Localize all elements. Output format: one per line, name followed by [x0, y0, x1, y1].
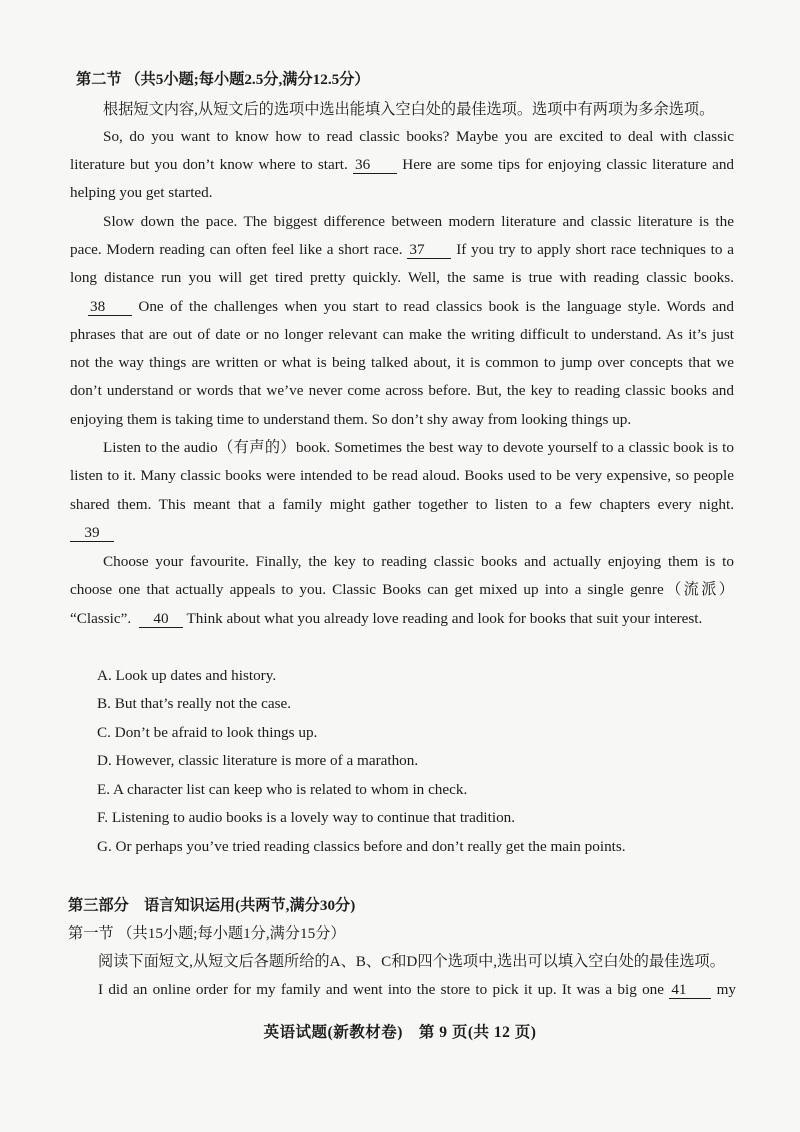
passage-line: helping you get started. [70, 184, 213, 201]
passage-line: shared them. This meant that a family might gather together to listen to a few chapters every night. [70, 496, 734, 513]
passage-line [70, 523, 734, 543]
passage-text: “Classic”. [70, 610, 132, 627]
passage-line [88, 297, 734, 317]
option-a: A. Look up dates and history. [97, 667, 277, 684]
answer-blank-37[interactable]: 37 [407, 241, 451, 259]
passage-text: pace. Modern reading can often feel like a short race. [70, 241, 403, 258]
answer-blank-40[interactable]: 40 [139, 610, 183, 628]
passage-text: my [716, 981, 737, 998]
section-instruction: 根据短文内容,从短文后的选项中选出能填入空白处的最佳选项。选项中有两项为多余选项。 [103, 101, 715, 118]
answer-blank-36[interactable]: 36 [353, 156, 397, 174]
option-c: C. Don’t be afraid to look things up. [97, 724, 318, 741]
section-heading: 第二节 （共5小题;每小题2.5分,满分12.5分） [76, 71, 370, 88]
page-footer: 英语试题(新教材卷) 第 9 页(共 12 页) [263, 1024, 537, 1041]
option-d: D. However, classic literature is more of a marathon. [97, 752, 419, 769]
passage-line: enjoying them is taking time to understand them. So don’t shy away from looking things up. [70, 411, 632, 428]
passage-line: Choose your favourite. Finally, the key to reading classic books and actually enjoying them is to [103, 553, 734, 570]
passage-line: Listen to the audio（有声的）book. Sometimes the best way to devote yourself to a classic book is to [103, 439, 734, 456]
passage-text: Here are some tips for enjoying classic literature and [402, 156, 735, 173]
answer-blank-41[interactable]: 41 [669, 981, 711, 999]
passage-text: One of the challenges when you start to read classics book is the language style. Words and [138, 298, 734, 315]
passage-line [70, 240, 734, 260]
part3-heading: 第三部分 语言知识运用(共两节,满分30分) [68, 897, 356, 914]
option-f: F. Listening to audio books is a lovely way to continue that tradition. [97, 809, 516, 826]
passage-text: Think about what you already love reading and look for books that suit your interest. [186, 610, 703, 627]
passage-line: So, do you want to know how to read classic books? Maybe you are excited to deal with classic [103, 128, 734, 145]
part3-section-heading: 第一节 （共15小题;每小题1分,满分15分） [68, 925, 346, 942]
passage-text: I did an online order for my family and went into the store to pick it up. It was a big one [98, 981, 665, 998]
passage-line [70, 155, 734, 175]
passage-line [70, 609, 734, 629]
passage-line: not the way things are written or what is being talked about, it is common to jump over concepts that we [70, 354, 734, 371]
option-g: G. Or perhaps you’ve tried reading classics before and don’t really get the main points. [97, 838, 626, 855]
option-b: B. But that’s really not the case. [97, 695, 292, 712]
answer-blank-38[interactable]: 38 [88, 298, 132, 316]
answer-blank-39[interactable]: 39 [70, 524, 114, 542]
passage-line: don’t understand or words that we’ve never come across before. But, the key to reading classic books and [70, 382, 734, 399]
passage-line: listen to it. Many classic books were intended to be read aloud. Books used to be very expensive, so people [70, 467, 734, 484]
passage-line: Slow down the pace. The biggest difference between modern literature and classic literature is the [103, 213, 734, 230]
part3-instruction: 阅读下面短文,从短文后各题所给的A、B、C和D四个选项中,选出可以填入空白处的最佳选项。 [98, 953, 725, 970]
passage-line: choose one that actually appeals to you. Classic Books can get mixed up into a single genre（流派） [70, 581, 734, 598]
passage-text: literature but you don’t know where to start. [70, 156, 348, 173]
option-e: E. A character list can keep who is related to whom in check. [97, 781, 468, 798]
passage-line [98, 980, 736, 1000]
passage-text: If you try to apply short race techniques to a [456, 241, 735, 258]
passage-line: phrases that are out of date or no longer relevant can make the writing difficult to understand. As it’s just [70, 326, 734, 343]
passage-line: long distance run you will get tired pretty quickly. Well, the same is true with reading classic books. [70, 269, 734, 286]
